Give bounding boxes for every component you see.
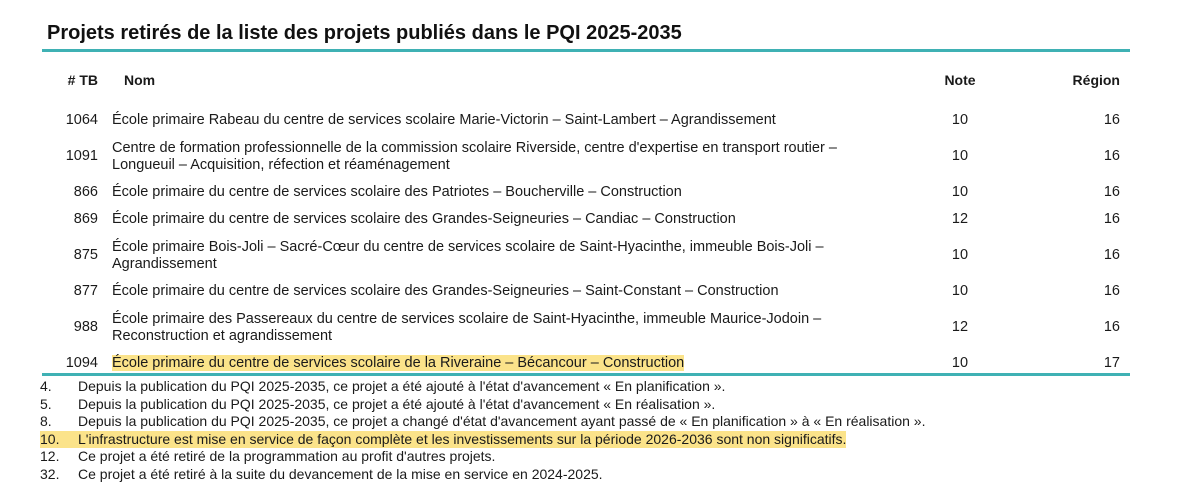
footnote-text: Depuis la publication du PQI 2025-2035, ce projet a été ajouté à l'état d'avancement « En planification ». [78, 378, 726, 394]
cell-note: 10 [951, 184, 969, 200]
cell-tb: 1094 [65, 355, 98, 371]
cell-nom-line: École primaire du centre de services scolaire des Grandes-Seigneuries – Candiac – Construction [112, 211, 736, 227]
header-tb: # TB [67, 71, 98, 88]
cell-note: 10 [951, 148, 969, 164]
table-row [42, 206, 1130, 233]
cell-region: 16 [1103, 211, 1120, 227]
cell-region: 16 [1103, 112, 1120, 128]
footnote-text: Depuis la publication du PQI 2025-2035, ce projet a changé d'état d'avancement ayant passé de « En planification » à « En réalisation ». [78, 413, 926, 429]
footnote [40, 378, 1140, 396]
cell-note: 12 [951, 319, 969, 335]
footnote [40, 448, 1140, 466]
table-row [42, 305, 1130, 350]
cell-note: 10 [951, 247, 969, 263]
footnote-number: 12. [40, 448, 60, 464]
cell-tb: 988 [73, 319, 98, 335]
footnotes [40, 378, 1140, 483]
footnote [40, 413, 1140, 431]
projects-table [42, 52, 1130, 377]
cell-nom-line: École primaire Bois-Joli – Sacré-Cœur du centre de services scolaire de Saint-Hyacinthe, immeuble Bois-Joli – [112, 238, 824, 255]
cell-nom [110, 107, 910, 134]
footnote-number: 4. [40, 378, 52, 394]
footnote-number: 5. [40, 395, 52, 412]
cell-nom [110, 206, 910, 233]
cell-region: 16 [1103, 184, 1120, 200]
table-row [42, 278, 1130, 305]
cell-nom [110, 305, 910, 350]
table-row [42, 233, 1130, 278]
footnote-text: Ce projet a été retiré de la programmation au profit d'autres projets. [78, 448, 496, 464]
cell-nom-line: École primaire Rabeau du centre de services scolaire Marie-Victorin – Saint-Lambert – Agrandissement [112, 112, 776, 128]
table-bottom-rule [42, 373, 1130, 376]
table-body [42, 107, 1130, 377]
cell-region: 16 [1103, 148, 1120, 164]
cell-note: 10 [951, 355, 969, 371]
cell-nom [110, 134, 910, 179]
table-row [42, 107, 1130, 134]
cell-tb: 875 [73, 247, 98, 263]
cell-note: 12 [951, 211, 969, 227]
cell-region: 16 [1103, 247, 1120, 263]
cell-note: 10 [951, 112, 969, 128]
cell-tb: 877 [73, 283, 98, 299]
cell-nom-line: École primaire du centre de services scolaire des Patriotes – Boucherville – Construction [112, 184, 682, 200]
page-title: Projets retirés de la liste des projets publiés dans le PQI 2025-2035 [47, 22, 682, 44]
footnote [40, 396, 1140, 414]
cell-region: 16 [1103, 283, 1120, 299]
footnote-text: Ce projet a été retiré à la suite du devancement de la mise en service en 2024-2025. [78, 465, 603, 482]
header-nom: Nom [124, 71, 156, 88]
cell-nom-line: Agrandissement [112, 255, 217, 272]
header-note: Note [944, 71, 976, 88]
cell-nom [110, 179, 910, 206]
cell-note: 10 [951, 283, 969, 299]
footnote-text: Depuis la publication du PQI 2025-2035, ce projet a été ajouté à l'état d'avancement « En réalisation ». [78, 395, 716, 412]
footnote [40, 431, 1140, 449]
cell-tb: 1091 [65, 148, 98, 164]
cell-nom-line: École primaire du centre de services scolaire de la Riveraine – Bécancour – Construction [112, 355, 685, 371]
footnote-text: L'infrastructure est mise en service de façon complète et les investissements sur la période 2026-2036 sont non significatifs. [78, 430, 847, 447]
cell-tb: 866 [73, 184, 98, 200]
cell-nom [110, 233, 910, 278]
footnote [40, 466, 1140, 484]
cell-region: 17 [1103, 355, 1120, 371]
cell-nom-line: École primaire des Passereaux du centre de services scolaire de Saint-Hyacinthe, immeuble Maurice-Jodoin – [112, 310, 822, 327]
header-region: Région [1072, 71, 1120, 88]
cell-nom-line: École primaire du centre de services scolaire des Grandes-Seigneuries – Saint-Constant – Construction [112, 283, 779, 299]
cell-tb: 1064 [65, 112, 98, 128]
table-row [42, 134, 1130, 179]
cell-nom [110, 278, 910, 305]
cell-nom-line: Longueuil – Acquisition, réfection et réaménagement [112, 156, 450, 173]
table-row [42, 179, 1130, 206]
cell-region: 16 [1103, 319, 1120, 335]
footnote-number: 32. [40, 465, 60, 482]
footnote-number: 10. [40, 431, 78, 449]
cell-nom-line: Centre de formation professionnelle de la commission scolaire Riverside, centre d'expertise en transport routier – [112, 139, 837, 156]
table-header-row [42, 52, 1130, 107]
footnote-number: 8. [40, 413, 52, 429]
cell-tb: 869 [73, 211, 98, 227]
cell-nom-line: Reconstruction et agrandissement [112, 327, 333, 344]
